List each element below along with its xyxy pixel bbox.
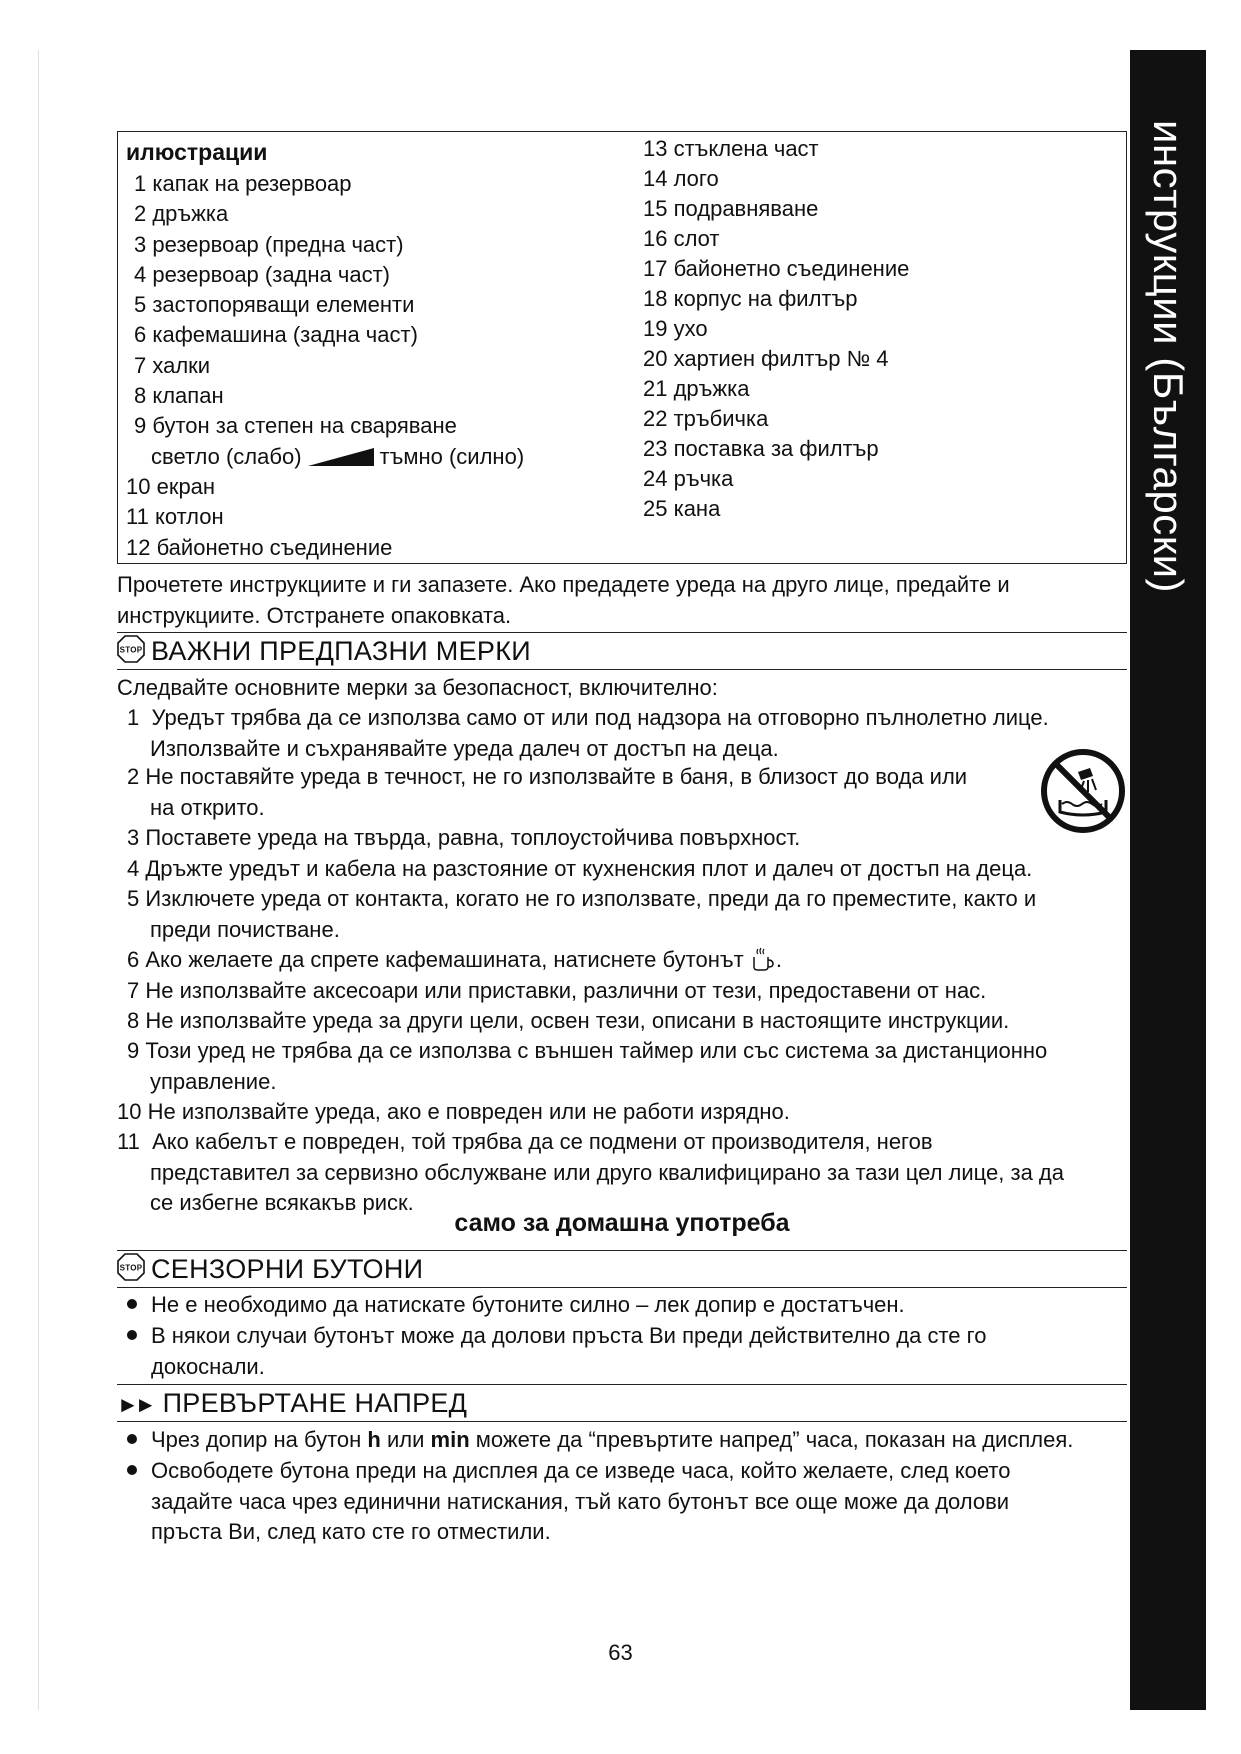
list-item: 8 клапан [134,383,224,409]
list-item: 12 байонетно съединение [126,534,393,560]
list-item: Освободете бутона преди на дисплея да се изведе часа, който желаете, след което задайте часа чрез единични натискания, тъй като бутонът все още може да долови пръста Ви, след като сте го отместили. [127,1456,1137,1548]
coffee-stop-icon [750,947,776,971]
list-item: 5 Изключете уреда от контакта, когато не го използвате, преди да го преместите, както и преди почистване. [127,886,1037,942]
home-use-note: само за домашна употреба [454,1209,790,1237]
safety-heading-text: ВАЖНИ ПРЕДПАЗНИ МЕРКИ [151,636,531,666]
illustrations-title: илюстрации [126,139,268,165]
bullet-icon [127,1330,137,1340]
svg-text:STOP: STOP [119,1263,143,1273]
list-item: 17 байонетно съединение [643,256,910,281]
list-item: 7 Не използвайте аксесоари или приставки, различни от тези, предоставени от нас. [127,978,987,1003]
list-item: 2 дръжка [134,201,229,227]
list-item: 5 застопоряващи елементи [134,292,415,318]
strength-ramp-icon [308,448,374,466]
illustrations-left-column [126,136,524,563]
list-item: 1 Уредът трябва да се използва само от или под надзора на отговорно пълнолетно лице. Използвайте и съхранявайте уреда далеч от достъп на деца. [127,705,1049,761]
list-item: 6 кафемашина (задна част) [134,322,418,348]
list-item: 19 ухо [643,316,708,341]
list-item: 7 халки [134,352,211,378]
stop-icon [117,1253,145,1281]
forward-heading [117,1384,1127,1422]
list-item: 4 Дръжте уредът и кабела на разстояние от кухненския плот и далеч от достъп на деца. [127,856,1033,881]
svg-text:STOP: STOP [119,645,143,655]
touch-heading [117,1250,1127,1288]
bullet-icon [127,1299,137,1309]
side-tab-label: инструкции (Български) [1145,120,1192,594]
list-item: 8 Не използвайте уреда за други цели, освен тези, описани в настоящите инструкции. [127,1008,1010,1033]
strength-dark-label: тъмно (силно) [379,443,525,469]
list-item: 4 резервоар (задна част) [134,261,390,287]
touch-heading-text: СЕНЗОРНИ БУТОНИ [151,1254,424,1284]
illustrations-right-column [643,134,909,524]
no-bathroom-use-icon [1040,748,1126,834]
list-item: 14 лого [643,166,719,191]
list-item: Чрез допир на бутон h или min можете да “превъртите напред” часа, показан на дисплея. [127,1425,1147,1456]
list-item: 25 кана [643,496,721,521]
stop-icon [117,635,145,663]
list-item: 23 поставка за филтър [643,436,879,461]
list-item: 16 слот [643,226,720,251]
list-item: 22 тръбичка [643,406,769,431]
safety-heading [117,632,1127,670]
list-item: 10 екран [126,473,216,499]
page-margin-rule [38,50,39,1710]
safety-lead: Следвайте основните мерки за безопасност, включително: [117,675,718,700]
fast-forward-icon: ►► [117,1392,153,1417]
list-item: 11 Ако кабелът е повреден, той трябва да се подмени от производителя, негов представител за сервизно обслужване или друго квалифицирано за тази цел лице, за да се избегне всякакъв риск. [117,1129,1064,1215]
bullet-icon [127,1465,137,1475]
list-item: 18 корпус на филтър [643,286,858,311]
list-item: В някои случаи бутонът може да долови пръста Ви преди действително да сте го докоснали. [127,1321,1137,1382]
list-item: 20 хартиен филтър № 4 [643,346,889,371]
list-item: 21 дръжка [643,376,750,401]
intro-paragraph: Прочетете инструкциите и ги запазете. Ако предадете уреда на друго лице, предайте и инструкциите. Отстранете опаковката. [117,572,1010,628]
illustrations-box [117,131,1127,564]
list-item: 3 Поставете уреда на твърда, равна, топлоустойчива повърхност. [127,825,801,850]
list-item: 9 бутон за степен на сваряване [134,413,457,439]
list-item: 2 Не поставяйте уреда в течност, не го използвайте в баня, в близост до вода или на открито. [127,764,968,820]
forward-heading-text: ПРЕВЪРТАНЕ НАПРЕД [162,1388,468,1418]
list-item: 1 капак на резервоар [134,171,352,196]
strength-scale [126,442,524,472]
bullet-icon [127,1434,137,1444]
list-item: 6 Ако желаете да спрете кафемашината, натиснете бутонът . [127,947,782,972]
list-item: 3 резервоар (предна част) [134,231,404,257]
page-number: 63 [608,1640,633,1665]
list-item: 15 подравняване [643,196,819,221]
strength-light-label: светло (слабо) [151,443,302,469]
list-item: 11 котлон [126,504,224,530]
list-item: Не е необходимо да натискате бутоните силно – лек допир е достатъчен. [127,1290,1137,1321]
list-item: 9 Този уред не трябва да се използва с външен таймер или със система за дистанционно управление. [127,1038,1048,1094]
list-item: 10 Не използвайте уреда, ако е повреден или не работи изрядно. [117,1099,790,1124]
list-item: 13 стъклена част [643,136,819,161]
list-item: 24 ръчка [643,466,734,491]
